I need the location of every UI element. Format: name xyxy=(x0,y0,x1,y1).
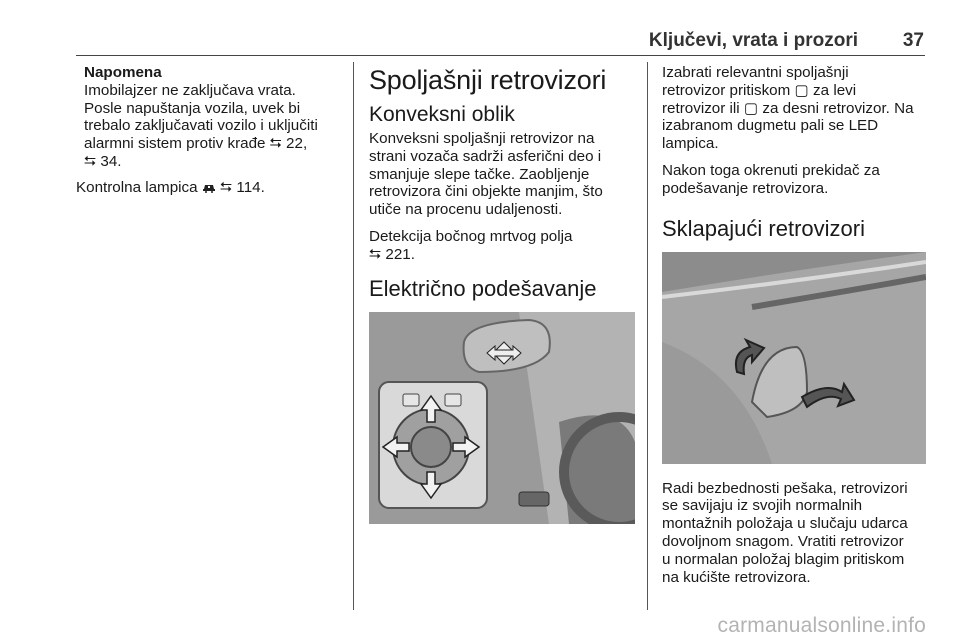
header-rule xyxy=(76,55,925,56)
convex-heading: Konveksni oblik xyxy=(369,103,515,126)
lamp-paragraph xyxy=(76,179,341,197)
text-line: lampica. xyxy=(662,135,719,153)
text-line: Detekcija bočnog mrtvog polja xyxy=(369,227,573,245)
folding-mirror-illustration xyxy=(662,252,926,464)
mirror-control-illustration xyxy=(369,312,635,524)
text-line: retrovizora čini objekte manjim, što xyxy=(369,183,603,201)
note-title: Napomena xyxy=(84,64,162,81)
car-lock-icon xyxy=(202,179,220,196)
select-mirror-paragraph xyxy=(662,64,927,153)
text-line: smanjuje slepe tačke. Zaobljenje xyxy=(369,165,590,183)
text-line: utiče na procenu udaljenosti. xyxy=(369,201,563,219)
blind-spot-ref[interactable]: ⮀ 221. xyxy=(369,245,415,263)
text-line: montažnih položaja u slučaju udarca xyxy=(662,515,908,533)
text-line: se savijaju iz svojih normalnih xyxy=(662,497,863,515)
page-number: 37 xyxy=(902,30,924,51)
text-line: strani vozača sadrži asferični deo i xyxy=(369,147,602,165)
watermark: carmanualsonline.info xyxy=(717,614,926,637)
lamp-text: Kontrolna lampica xyxy=(76,178,198,196)
column-middle xyxy=(369,64,637,524)
text-line: Izabrati relevantni spoljašnji xyxy=(662,64,849,81)
text-line: u normalan položaj blagim pritiskom xyxy=(662,550,905,568)
text-line: Radi bezbednosti pešaka, retrovizori xyxy=(662,479,908,497)
section-title: Spoljašnji retrovizori xyxy=(369,65,607,95)
page-header-title: Ključevi, vrata i prozori xyxy=(648,30,858,51)
text-line: retrovizor pritiskom ▢ za levi xyxy=(662,81,857,99)
column-left xyxy=(76,64,341,206)
note-line: Posle napuštanja vozila, uvek bi xyxy=(84,99,301,117)
text-line: Konveksni spoljašnji retrovizor na xyxy=(369,130,595,147)
turn-switch-paragraph xyxy=(662,162,927,198)
column-divider-2 xyxy=(647,62,648,610)
column-right xyxy=(662,64,927,595)
folding-heading: Sklapajući retrovizori xyxy=(662,215,865,241)
blind-spot-paragraph xyxy=(369,228,637,264)
lamp-ref[interactable]: ⮀ 114. xyxy=(220,178,265,196)
text-line: izabranom dugmetu pali se LED xyxy=(662,117,879,135)
note-line: alarmni sistem protiv krađe ⮀ 22, xyxy=(84,135,308,153)
folding-paragraph xyxy=(662,480,927,587)
text-line: na kućište retrovizora. xyxy=(662,568,811,586)
text-line: Nakon toga okrenuti prekidač za xyxy=(662,161,880,179)
note-line: Imobilajzer ne zaključava vrata. xyxy=(84,81,296,99)
electric-heading: Električno podešavanje xyxy=(369,275,597,301)
note-block xyxy=(76,64,341,171)
text-line: retrovizor ili ▢ za desni retrovizor. Na xyxy=(662,99,914,117)
text-line: dovoljnom snagom. Vratiti retrovizor xyxy=(662,532,904,550)
note-line: ⮀ 34. xyxy=(84,152,122,170)
note-line: trebalo zaključavati vozilo i uključiti xyxy=(84,117,318,135)
text-line: podešavanje retrovizora. xyxy=(662,179,829,197)
column-divider-1 xyxy=(353,62,354,610)
convex-paragraph xyxy=(369,130,637,219)
